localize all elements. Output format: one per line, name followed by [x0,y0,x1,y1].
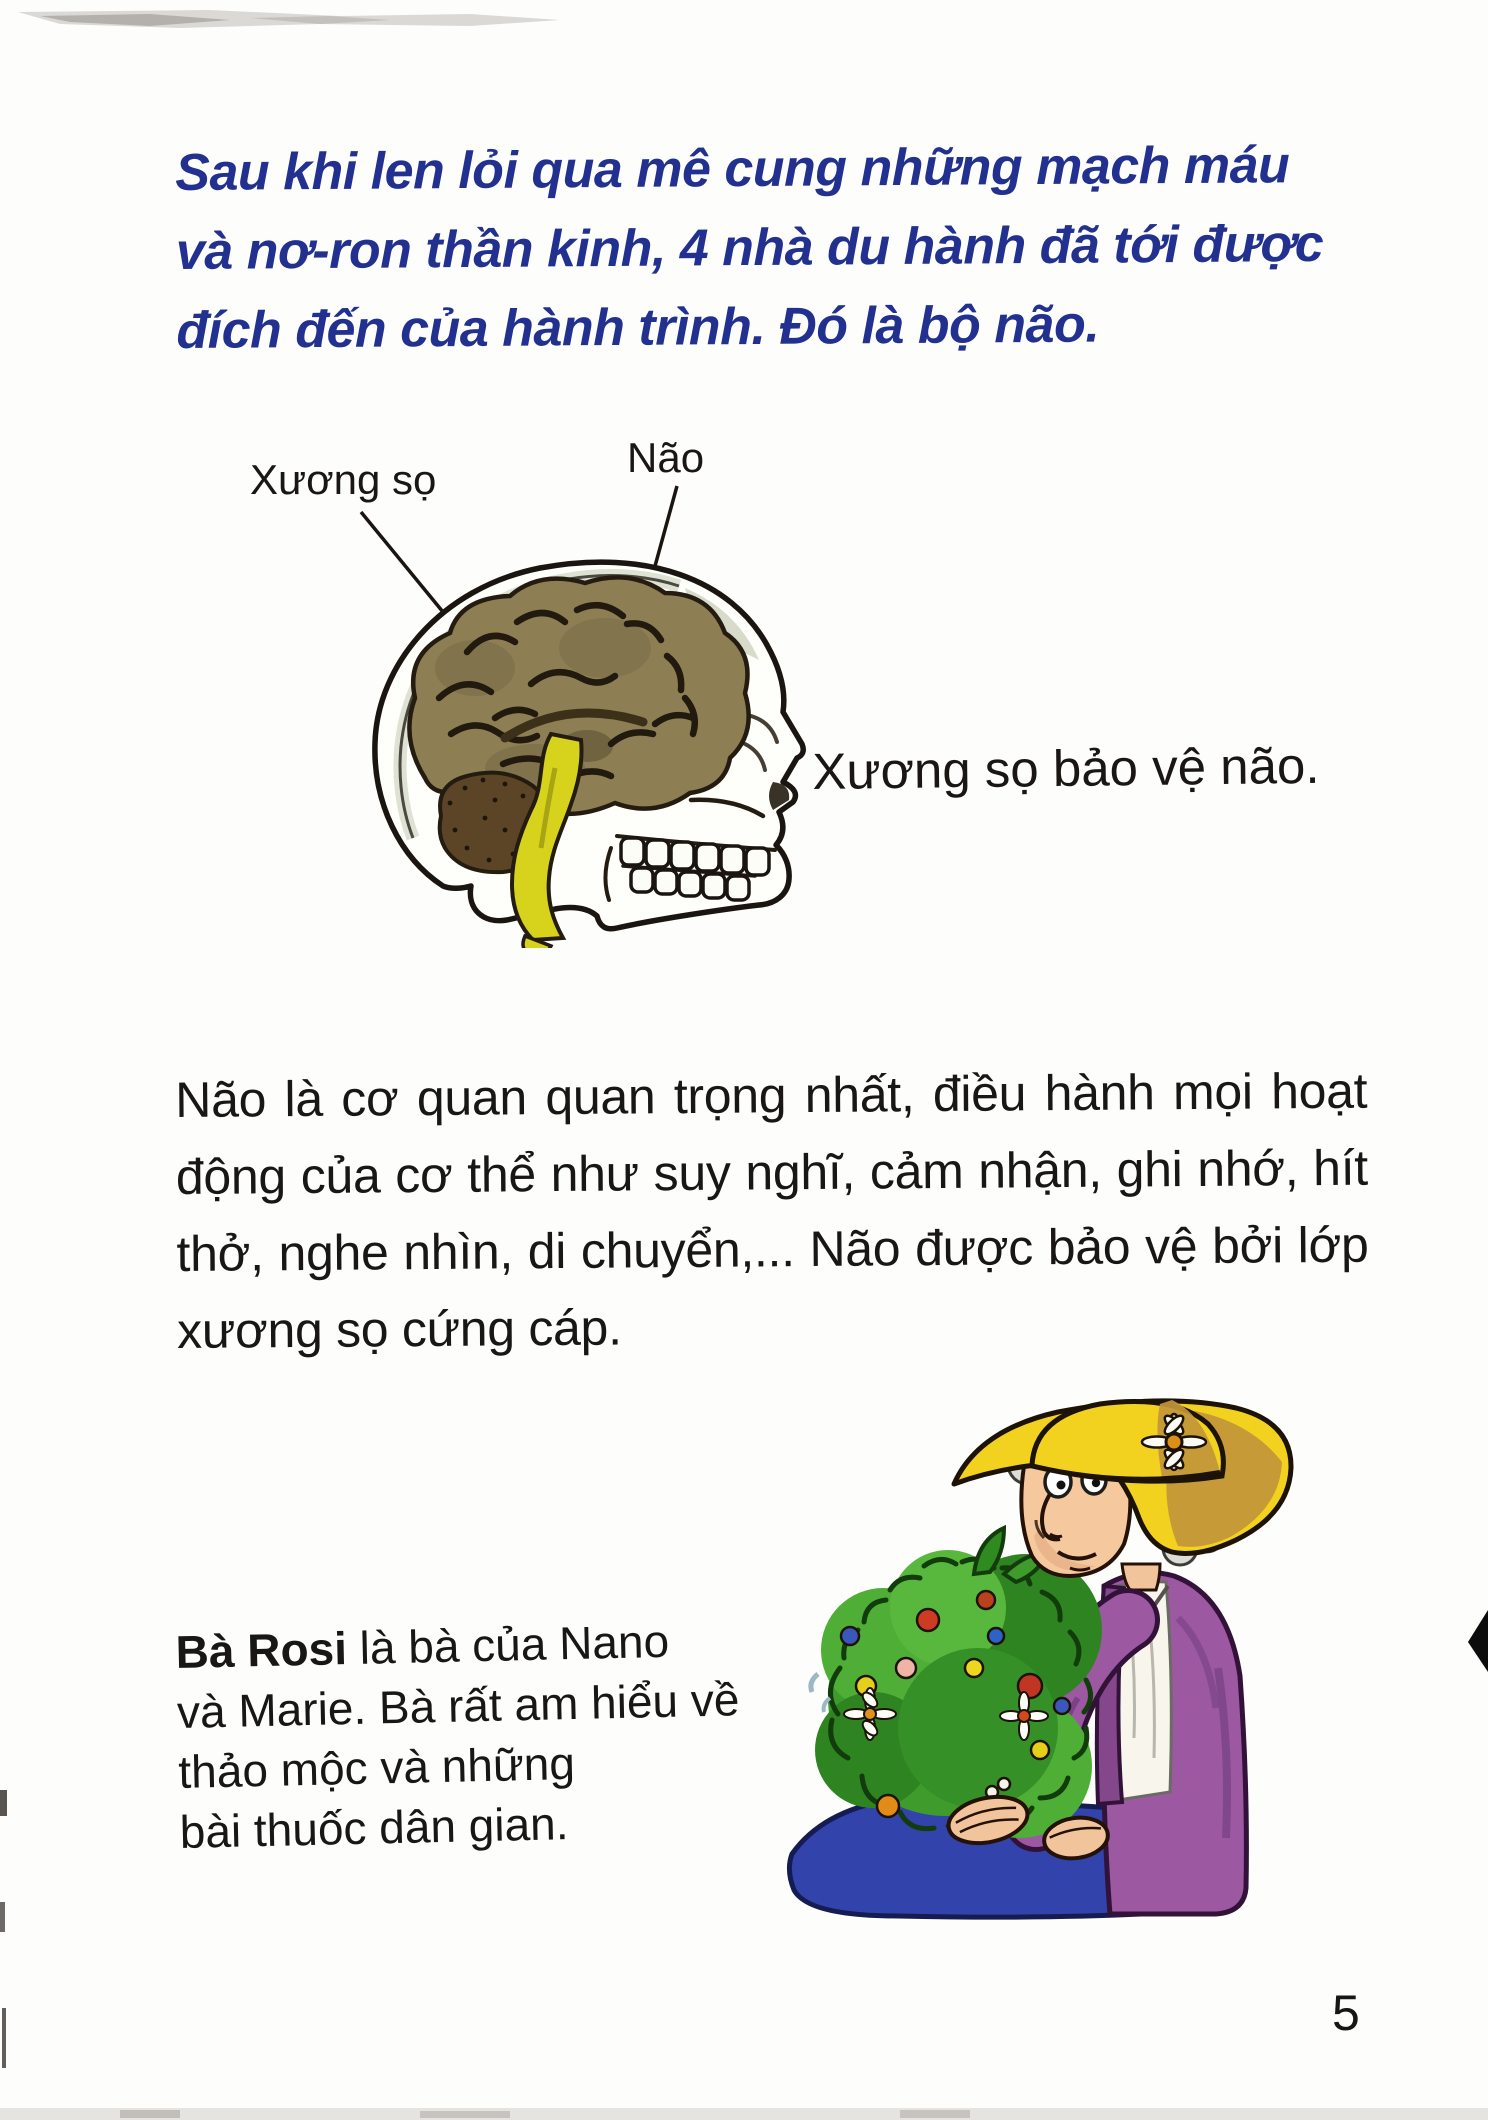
body-line-3: thở, nghe nhìn, di chuyển,... Não được bảo vệ bởi lớp [176,1216,1369,1282]
intro-line-2: và nơ-ron thần kinh, 4 nhà du hành đã tới được [175,214,1324,281]
edge-wedge-right [1468,1610,1488,1672]
bottom-speck-3 [900,2110,970,2118]
body-paragraph [175,1053,1369,1370]
neck [1122,1564,1160,1590]
intro-paragraph [175,125,1397,371]
edge-mark-1 [0,1790,7,1816]
intro-line-3: đích đến của hành trình. Đó là bộ não. [176,295,1100,360]
rosi-line-2: và Marie. Bà rất am hiểu về [176,1673,740,1738]
label-brain: Não [627,434,705,481]
label-skull-bone: Xương sọ [250,456,437,503]
scan-smudge-top [18,10,560,28]
page-number: 5 [1332,1985,1360,2041]
intro-line-1: Sau khi len lỏi qua mê cung những mạch máu [175,136,1290,202]
rosi-line-4: bài thuốc dân gian. [179,1797,570,1858]
brain-shade-2 [559,618,651,678]
body-line-4: xương sọ cứng cáp. [176,1299,622,1359]
droplet-1 [811,1674,818,1692]
bottom-speck-2 [420,2111,510,2118]
grandma-illustration [778,1368,1323,1920]
diagram-caption: Xương sọ bảo vệ não. [812,736,1320,800]
edge-mark-2 [0,1902,5,1932]
skull [375,562,803,948]
bottom-edge-strip [0,2108,1488,2120]
rosi-paragraph [175,1607,820,1861]
label-line-skull [361,512,443,612]
edge-mark-3 [2,2008,6,2068]
rosi-line-3: thảo mộc và những [177,1736,576,1798]
rosi-line-1: Bà Rosi là bà của Nano [175,1614,670,1678]
rosi-name: Bà Rosi [175,1622,348,1678]
bottom-speck-1 [120,2110,180,2118]
skull-brain-illustration [355,430,825,948]
body-line-1: Não là cơ quan quan trọng nhất, điều hành mọi hoạt [175,1062,1368,1128]
pupil-left [1057,1481,1066,1490]
body-line-2: động của cơ thể như suy nghĩ, cảm nhận, ghi nhớ, hít [175,1139,1369,1205]
